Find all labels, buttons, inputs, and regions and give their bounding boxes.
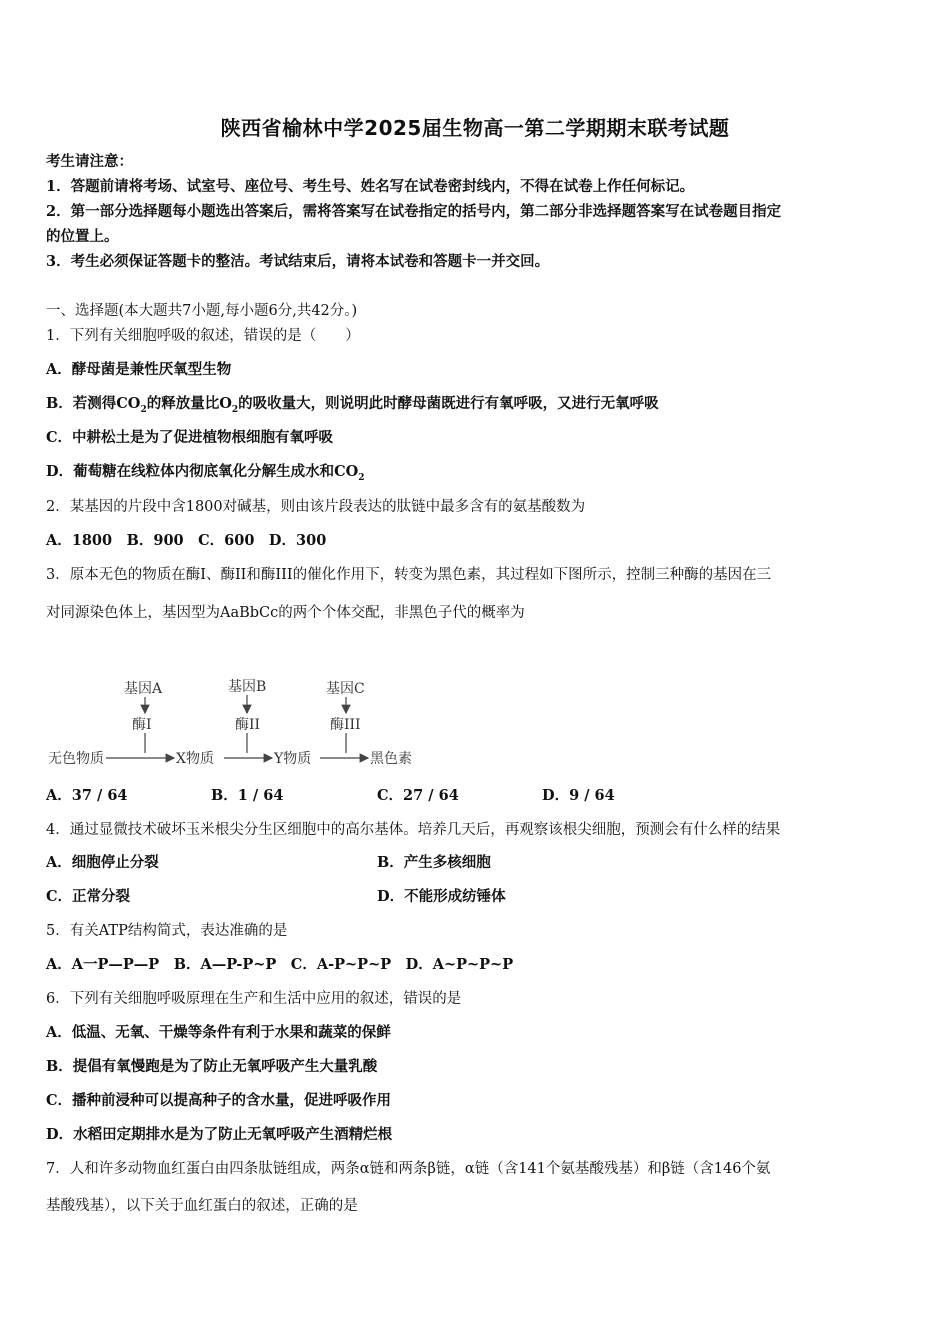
q1-d-text: D．葡萄糖在线粒体内彻底氧化分解生成水和CO — [46, 463, 359, 480]
notice-item-2-cont: 的位置上。 — [46, 228, 119, 245]
q1-b-text-2: 的释放量比O — [146, 395, 232, 412]
q1-b-sub-2: 2 — [231, 404, 239, 415]
q4-option-d: D．不能形成纺锤体 — [377, 888, 506, 905]
q1-b-sub-1: 2 — [140, 404, 147, 415]
gene-b-label: 基因B — [228, 679, 267, 695]
q1-stem: 1．下列有关细胞呼吸的叙述，错误的是（ ） — [46, 328, 360, 344]
q4-option-c: C．正常分裂 — [46, 888, 131, 905]
q1-b-text-1: B．若测得CO — [46, 395, 141, 412]
notice-item-1: 1．答题前请将考场、试室号、座位号、考生号、姓名写在试卷密封线内，不得在试卷上作任何标记。 — [46, 178, 695, 195]
notice-item-3: 3．考生必须保证答题卡的整洁。考试结束后，请将本试卷和答题卡一并交回。 — [46, 253, 550, 270]
substance-y: Y物质 — [274, 751, 312, 767]
section-heading: 一、选择题(本大题共7小题,每小题6分,共42分。) — [46, 303, 358, 319]
q6-option-c: C．播种前浸种可以提高种子的含水量，促进呼吸作用 — [46, 1092, 392, 1109]
substance-colorless: 无色物质 — [48, 751, 104, 767]
q1-option-a: A．酵母菌是兼性厌氧型生物 — [46, 361, 232, 378]
q3-option-c: C．27 / 64 — [377, 787, 459, 804]
q4-stem: 4．通过显微技术破坏玉米根尖分生区细胞中的高尔基体。培养几天后，再观察该根尖细胞，预测会有什么样的结果 — [46, 822, 781, 838]
q4-option-b: B．产生多核细胞 — [377, 854, 491, 871]
q1-option-b — [46, 394, 659, 420]
q2-stem: 2．某基因的片段中含1800对碱基，则由该片段表达的肽链中最多含有的氨基酸数为 — [46, 499, 586, 515]
q4-option-a: A．细胞停止分裂 — [46, 854, 159, 871]
q5-options: A．A一P—P—P B．A—P-P~P C．A-P~P~P D．A~P~P~P — [46, 956, 514, 973]
q5-stem: 5．有关ATP结构简式，表达准确的是 — [46, 923, 288, 939]
enzyme-2-label: 酶II — [235, 717, 261, 733]
q1-option-c: C．中耕松土是为了促进植物根细胞有氧呼吸 — [46, 429, 334, 446]
q1-b-text-3: 的吸收量大，则说明此时酵母菌既进行有氧呼吸，又进行无氧呼吸 — [238, 395, 659, 412]
q6-stem: 6．下列有关细胞呼吸原理在生产和生活中应用的叙述，错误的是 — [46, 991, 462, 1007]
page-title: 陕西省榆林中学2025届生物高一第二学期期末联考试题 — [220, 116, 730, 140]
notice-heading: 考生请注意： — [46, 153, 133, 170]
enzyme-pathway-diagram — [44, 670, 444, 780]
gene-a-label: 基因A — [124, 681, 163, 697]
q6-option-a: A．低温、无氧、干燥等条件有利于水果和蔬菜的保鲜 — [46, 1024, 391, 1041]
q2-options: A．1800 B．900 C．600 D．300 — [46, 532, 327, 549]
q3-option-d: D．9 / 64 — [542, 787, 615, 804]
notice-item-2: 2．第一部分选择题每小题选出答案后，需将答案写在试卷指定的括号内，第二部分非选择题答案写在试卷题目指定 — [46, 203, 782, 220]
q1-option-d — [46, 462, 365, 488]
enzyme-3-label: 酶III — [330, 717, 361, 733]
q7-stem-1: 7．人和许多动物血红蛋白由四条肽链组成，两条α链和两条β链，α链（含141个氨基酸残基）和β链（含146个氨 — [46, 1161, 771, 1177]
q3-stem-2: 对同源染色体上，基因型为AaBbCc的两个个体交配，非黑色子代的概率为 — [46, 605, 525, 621]
q7-stem-2: 基酸残基），以下关于血红蛋白的叙述，正确的是 — [46, 1198, 358, 1214]
q1-d-sub: 2 — [358, 472, 365, 483]
gene-c-label: 基因C — [326, 681, 365, 697]
enzyme-1-label: 酶Ⅰ — [132, 717, 152, 733]
q3-stem-1: 3．原本无色的物质在酶Ⅰ、酶II和酶III的催化作用下，转变为黑色素，其过程如下图所示，控制三种酶的基因在三 — [46, 567, 772, 583]
q3-option-b: B．1 / 64 — [211, 787, 284, 804]
substance-x: X物质 — [176, 751, 214, 767]
q6-option-d: D．水稻田定期排水是为了防止无氧呼吸产生酒精烂根 — [46, 1126, 393, 1143]
q6-option-b: B．提倡有氧慢跑是为了防止无氧呼吸产生大量乳酸 — [46, 1058, 378, 1075]
q3-option-a: A．37 / 64 — [46, 787, 128, 804]
substance-melanin: 黑色素 — [370, 751, 412, 767]
